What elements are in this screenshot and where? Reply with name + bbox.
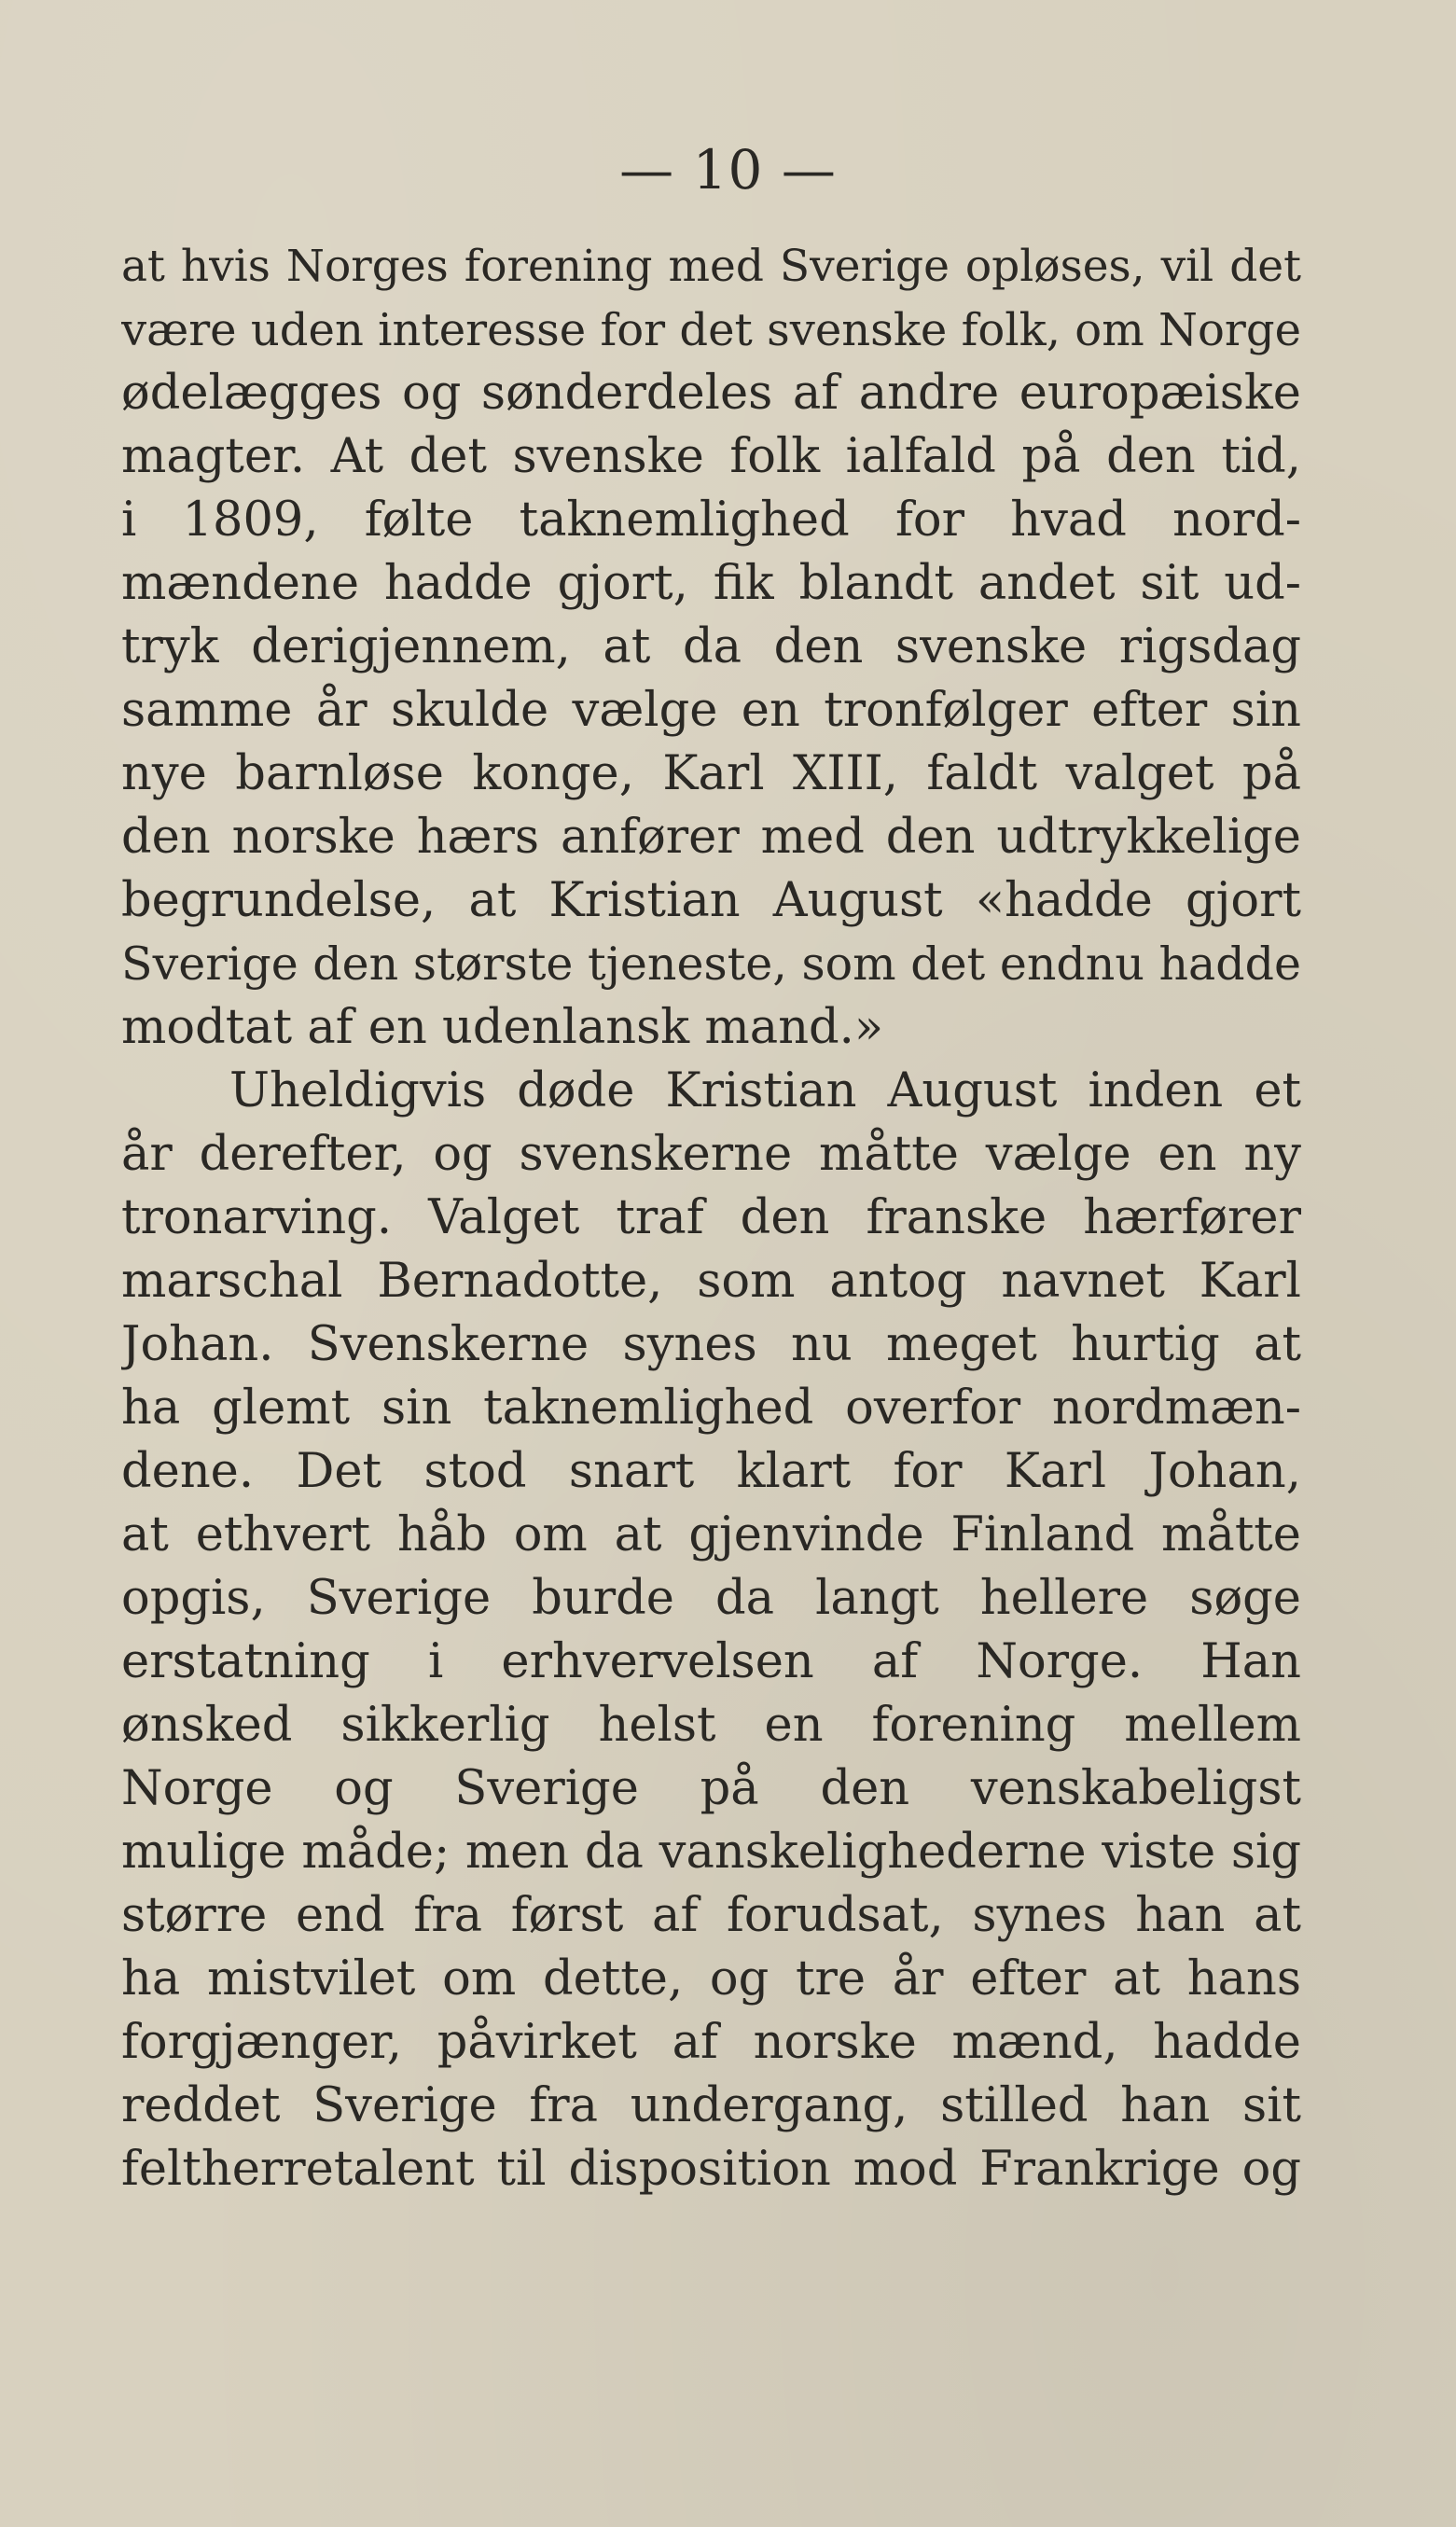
text-line: forgjænger, påvirket af norske mænd, hadde [121,2015,1301,2070]
text-line: feltherretalent til disposition mod Frankrige og [121,2142,1301,2197]
text-line: Norge og Sverige på den venskabeligst [121,1761,1301,1816]
text-line: modtat af en udenlansk mand.» [121,1000,884,1055]
text-line: ha glemt sin taknemlighed overfor nordmæn- [121,1381,1301,1436]
text-line: at hvis Norges forening med Sverige opløses, vil det [121,241,1301,292]
text-line: mulige måde; men da vanskelighederne viste sig [121,1825,1301,1880]
text-line: ønsked sikkerlig helst en forening mellem [121,1698,1301,1753]
text-line: tryk derigjennem, at da den svenske rigsdag [121,619,1301,674]
page-number: — 10 — [619,138,837,201]
text-line: ha mistvilet om dette, og tre år efter at hans [121,1951,1301,2006]
text-line: mændene hadde gjort, fik blandt andet sit ud- [121,556,1301,611]
text-line: marschal Bernadotte, som antog navnet Karl [121,1254,1301,1309]
text-line: erstatning i erhvervelsen af Norge. Han [121,1634,1301,1689]
text-line: magter. At det svenske folk ialfald på den tid, [121,429,1301,484]
text-line: begrundelse, at Kristian August «hadde gjort [121,873,1301,928]
text-line: reddet Sverige fra undergang, stilled han sit [121,2078,1301,2133]
text-line: være uden interesse for det svenske folk, om Norge [121,304,1301,356]
text-line: samme år skulde vælge en tronfølger efter sin [121,683,1301,738]
text-line: i 1809, følte taknemlighed for hvad nord- [121,493,1301,548]
text-line: større end fra først af forudsat, synes han at [121,1888,1301,1943]
text-line: opgis, Sverige burde da langt hellere søge [121,1571,1301,1626]
text-line: Sverige den største tjeneste, som det endnu hadde [121,937,1301,991]
text-line: dene. Det stod snart klart for Karl Johan, [121,1444,1301,1499]
text-line: tronarving. Valget traf den franske hærfører [121,1190,1301,1245]
text-line: ødelægges og sønderdeles af andre europæiske [121,366,1301,421]
text-line: at ethvert håb om at gjenvinde Finland måtte [121,1507,1301,1562]
text-line: nye barnløse konge, Karl XIII, faldt valget på [121,746,1301,801]
text-line: år derefter, og svenskerne måtte vælge en ny [121,1127,1301,1182]
text-line: Johan. Svenskerne synes nu meget hurtig at [121,1317,1301,1372]
body-text [121,235,1301,2201]
text-line: Uheldigvis døde Kristian August inden et [229,1063,1301,1118]
text-line: den norske hærs anfører med den udtrykkelige [121,810,1301,865]
